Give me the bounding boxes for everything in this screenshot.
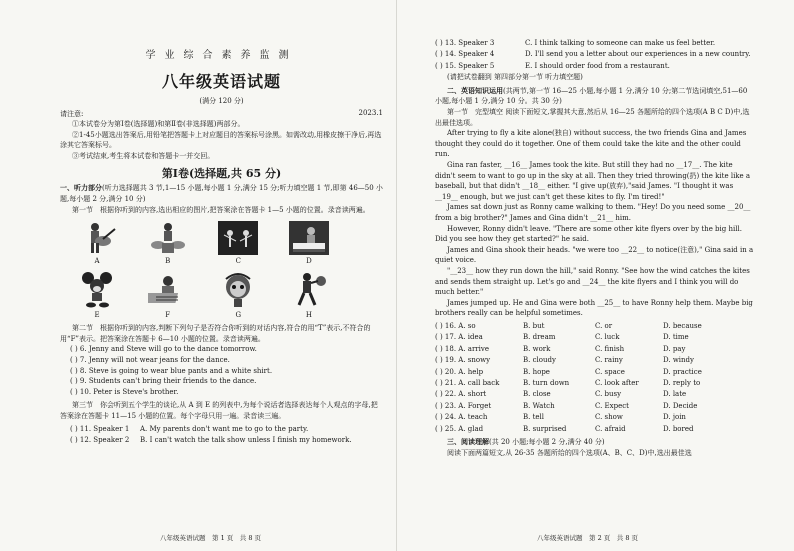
- option-b: B. cloudy: [523, 356, 556, 365]
- sec3-label: 第三节: [72, 401, 93, 410]
- tf-item: ( ) 10. Peter is Steve's brother.: [70, 387, 179, 396]
- knowledge-desc: (共两节,第一节 16—25 小题,每小题 1 分,满分 10 分;第二节选词填空,51—60 小题,每小题 1 分,满分 10 分。共 30 分): [435, 86, 748, 106]
- speaker-option: E. I should order food from a restaurant.: [525, 61, 670, 70]
- speaker-question: ( ) 15. Speaker 5: [435, 61, 495, 70]
- cloze-instructions: [435, 107, 754, 128]
- option-b: B. Watch: [523, 401, 555, 410]
- speaker-option: C. I think talking to someone can make us feel better.: [525, 39, 716, 47]
- right-page: [397, 0, 794, 551]
- option-a: ( ) 17. A. idea: [435, 333, 483, 342]
- mouse-cartoon-icon: [77, 271, 117, 309]
- option-c: C. busy: [595, 390, 622, 399]
- option-d: D. time: [663, 333, 689, 342]
- sec3-desc: 你会听到五个学生的谈论,从 A 到 E 的列表中,为每个说话者选择表达每个人观点的字母,把答案涂在答题卡 11—15 小题的位置。每个字母只用一遍。录音读三遍。: [60, 401, 378, 420]
- notice-label: 请注意:: [60, 110, 84, 118]
- picture-e: [68, 271, 126, 319]
- tf-item: ( ) 6. Jenny and Steve will go to the dance tomorrow.: [70, 345, 257, 354]
- sec2-desc: 根据你听到的内容,判断下列句子是否符合你听到的对话内容,符合的用“T”表示,不符合的用“F”表示。把答案涂在答题卡 6—10 小题的位置。录音读两遍。: [60, 324, 371, 343]
- option-row: [435, 355, 754, 366]
- speaker-question: ( ) 14. Speaker 4: [435, 50, 495, 59]
- passage-paragraph: James jumped up. He and Gina were both __25__ to have Ronny help them. Maybe big brothers really can be helpful sometimes.: [435, 298, 753, 318]
- picture-row-1: [68, 221, 338, 265]
- exam-title: 八年级英语试题: [161, 72, 281, 91]
- sec2-label: 第二节: [72, 324, 93, 333]
- picture-label: B: [165, 257, 171, 266]
- sec1-label: 第一节: [72, 205, 93, 214]
- option-a: ( ) 23. A. Forget: [435, 401, 492, 410]
- speaker-option: A. My parents don't want me to go to the party.: [140, 424, 309, 433]
- option-a: ( ) 16. A. so: [435, 321, 476, 330]
- reading-desc: (共 20 小题;每小题 2 分,满分 40 分): [489, 437, 605, 446]
- picture-label: F: [165, 311, 171, 320]
- speaker-question: ( ) 13. Speaker 3: [435, 39, 495, 47]
- option-row: [435, 412, 754, 423]
- notice-3: ③考试结束,考生将本试卷和答题卡一并交回。: [72, 151, 215, 160]
- speaker-option: D. I'll send you a letter about our experiences in a new country.: [525, 50, 751, 59]
- passage-paragraph: James and Gina shook their heads. "we were too __22__ to notice(注意)," Gina said in a quiet voice.: [435, 245, 754, 265]
- listening-section: [60, 183, 383, 204]
- option-d: D. bored: [663, 424, 694, 433]
- speaker-question: ( ) 11. Speaker 1: [70, 424, 130, 433]
- option-row: [435, 389, 754, 400]
- option-row: [435, 378, 754, 389]
- picture-g: [209, 271, 267, 319]
- option-d: D. join: [663, 413, 686, 422]
- option-a: ( ) 24. A. teach: [435, 413, 488, 422]
- reading-title: 三、阅读理解: [447, 436, 489, 446]
- option-row: [435, 367, 754, 378]
- picture-b: [139, 221, 197, 265]
- option-a: ( ) 22. A. short: [435, 390, 487, 399]
- option-a: ( ) 21. A. call back: [435, 378, 500, 387]
- option-b: B. tell: [523, 413, 545, 422]
- section2-instructions: [60, 323, 383, 344]
- page-footer-right: 八年级英语试题 第 2 页 共 8 页: [537, 534, 639, 542]
- reading-section: [435, 437, 754, 448]
- option-c: C. rainy: [595, 356, 623, 365]
- listening-desc: (听力选择题共 3 节,1—15 小题,每小题 1 分,满分 15 分;听力填空题 1 节,即第 46—50 小题,每小题 2 分,满分 10 分): [60, 184, 383, 203]
- speaker-row: [435, 61, 754, 72]
- part1-title: 第Ⅰ卷(选择题,共 65 分): [161, 167, 282, 181]
- passage-paragraph: "__23__ how they run down the hill," said Ronny. "See how the wind catches the kites and sends them straight up. Let's go and __24__ the kite flyers and I think you will do much better.": [435, 266, 750, 297]
- knowledge-section: [435, 86, 754, 107]
- option-b: B. turn down: [523, 378, 570, 387]
- monkey-king-icon: [218, 271, 258, 309]
- option-a: ( ) 18. A. arrive: [435, 344, 489, 353]
- option-c: C. afraid: [595, 424, 626, 433]
- section1-instructions: [60, 205, 383, 216]
- option-b: B. surprised: [523, 424, 567, 433]
- listening-title: 一、听力部分: [60, 183, 102, 193]
- picture-label: E: [94, 311, 100, 320]
- option-d: D. because: [663, 321, 702, 330]
- option-c: C. show: [595, 413, 623, 422]
- option-a: ( ) 25. A. glad: [435, 424, 484, 433]
- picture-d: [280, 221, 338, 265]
- drummer-icon: [148, 221, 188, 255]
- tf-item: ( ) 7. Jenny will not wear jeans for the dance.: [70, 355, 230, 364]
- passage-paragraph: James sat down just as Ronny came walking to them. "Hey! Do you need some __20__ from a big brother?" James and Gina didn't __21__ him.: [435, 203, 751, 222]
- option-row: [435, 401, 754, 412]
- knowledge-title: 二、英语知识运用: [447, 85, 503, 95]
- passage-paragraph: After trying to fly a kite alone(独自) without success, the two friends Gina and James thought they could do it together. One of them could take the kite and the other could run.: [435, 129, 747, 159]
- cloze-desc: 完型填空 阅读下面短文,掌握其大意,然后从 16—25 各题所给的四个选项(A B C D)中,选出最佳选项。: [435, 108, 750, 127]
- option-row: [435, 321, 754, 332]
- picture-c: [209, 221, 267, 265]
- picture-row-2: [68, 271, 338, 319]
- tf-item: ( ) 9. Students can't bring their friends to the dance.: [70, 377, 257, 386]
- option-c: C. look after: [595, 378, 639, 387]
- picture-label: C: [235, 257, 241, 266]
- tf-item: ( ) 8. Steve is going to wear blue pants and a white shirt.: [70, 366, 273, 375]
- basketball-player-icon: [289, 271, 329, 309]
- reading-intro: 阅读下面两篇短文,从 26-35 各题所给的四个选项(A、B、C、D)中,选出最佳选: [447, 448, 692, 457]
- picture-h: [280, 271, 338, 319]
- speaker-question: ( ) 12. Speaker 2: [70, 435, 130, 444]
- option-d: D. windy: [663, 356, 694, 365]
- option-c: C. Expect: [595, 401, 629, 410]
- picture-a: [68, 221, 126, 265]
- exam-header: 学业综合素养监测: [145, 50, 298, 61]
- sec1-desc: 根据你听到的内容,选出相应的图片,把答案涂在答题卡 1—5 小题的位置。录音读两遍。: [100, 205, 370, 214]
- pianist-icon: [289, 221, 329, 255]
- speaker-row: [435, 38, 754, 49]
- option-c: C. space: [595, 367, 625, 376]
- picture-f: [139, 271, 197, 319]
- option-row: [435, 344, 754, 355]
- dancers-icon: [218, 221, 258, 255]
- cloze-options: [435, 321, 754, 435]
- option-c: C. luck: [595, 333, 620, 342]
- speaker-option: B. I can't watch the talk show unless I finish my homework.: [140, 435, 352, 444]
- option-a: ( ) 20. A. help: [435, 367, 484, 376]
- option-d: D. Decide: [663, 401, 698, 410]
- picture-label: G: [235, 311, 242, 320]
- student-reading-icon: [148, 271, 188, 309]
- notice-2: ②1-45小题选出答案后,用铅笔把答题卡上对应题目的答案标号涂黑。如需改动,用橡皮擦干净后,再选涂其它答案标号。: [60, 130, 382, 150]
- listening-fill-note: (请把试卷翻到 第四部分第一节 听力填空题): [447, 73, 583, 82]
- option-b: B. close: [523, 390, 551, 399]
- option-c: C. finish: [595, 344, 625, 353]
- section3-instructions: [60, 400, 383, 421]
- option-d: D. reply to: [663, 378, 701, 387]
- speaker-row: [435, 49, 754, 60]
- option-d: D. practice: [663, 367, 702, 376]
- option-d: D. late: [663, 390, 687, 399]
- page-footer-left: 八年级英语试题 第 1 页 共 8 页: [160, 534, 262, 542]
- speaker-row: [60, 424, 383, 435]
- passage-paragraph: However, Ronny didn't leave. "There are some other kite flyers over by the big hill. Did you see how they get started?" he said.: [435, 224, 742, 244]
- option-b: B. dream: [523, 333, 556, 342]
- option-row: [435, 332, 754, 343]
- option-b: B. but: [523, 321, 545, 330]
- notice-row: [60, 109, 383, 119]
- option-b: B. hope: [523, 367, 550, 376]
- exam-date: 2023.1: [358, 109, 383, 117]
- passage-paragraph: Gina ran faster, __16__ James took the kite. But still they had no __17__. The kite didn't seem to want to go up in the sky at all. Then they tried throwing(扔) the kite like a baseball, but that didn't __18__ either. "I give up(放弃),"said James. "I thought it was __19__ enough, but we just can't get these kites to fly. I'm tired!": [435, 160, 751, 201]
- notice-1: ①本试卷分为第Ⅰ卷(选择题)和第Ⅱ卷(非选择题)两部分。: [72, 120, 245, 128]
- option-a: ( ) 19. A. snowy: [435, 356, 491, 365]
- option-b: B. work: [523, 344, 551, 353]
- picture-label: H: [305, 311, 313, 320]
- option-d: D. pay: [663, 344, 686, 353]
- option-c: C. or: [595, 321, 613, 330]
- cloze-label: 第一节: [447, 108, 468, 116]
- guitar-player-icon: [77, 221, 117, 255]
- full-score-note: (满分 120 分): [199, 97, 244, 105]
- picture-label: D: [306, 257, 312, 266]
- speaker-row: [60, 435, 383, 446]
- picture-label: A: [94, 257, 100, 266]
- option-row: [435, 424, 754, 435]
